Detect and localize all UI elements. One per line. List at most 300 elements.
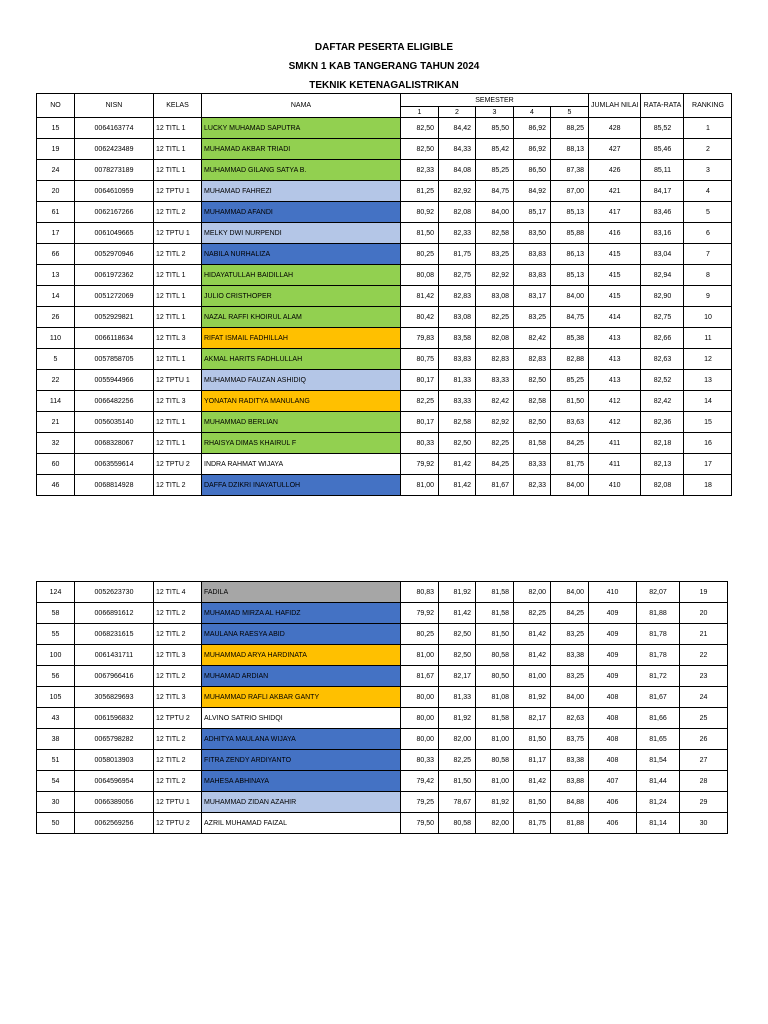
cell-kelas: 12 TITL 2 bbox=[154, 771, 202, 792]
cell-semester-1: 80,25 bbox=[401, 244, 439, 265]
cell-semester-1: 80,00 bbox=[401, 687, 439, 708]
cell-ranking: 22 bbox=[680, 645, 728, 666]
cell-semester-3: 82,92 bbox=[476, 412, 514, 433]
cell-rata-rata: 82,63 bbox=[641, 349, 684, 370]
cell-jumlah-nilai: 411 bbox=[589, 454, 641, 475]
cell-jumlah-nilai: 412 bbox=[589, 412, 641, 433]
cell-semester-3: 82,08 bbox=[476, 328, 514, 349]
col-header-rata: RATA-RATA bbox=[641, 94, 684, 118]
table-row bbox=[37, 370, 732, 391]
eligible-table-part-2 bbox=[36, 581, 728, 834]
cell-semester-3: 82,00 bbox=[476, 813, 514, 834]
cell-semester-1: 80,00 bbox=[401, 729, 439, 750]
cell-semester-2: 82,17 bbox=[439, 666, 476, 687]
cell-ranking: 25 bbox=[680, 708, 728, 729]
cell-ranking: 5 bbox=[684, 202, 732, 223]
cell-semester-4: 86,92 bbox=[514, 139, 551, 160]
cell-semester-5: 86,13 bbox=[551, 244, 589, 265]
cell-semester-5: 82,63 bbox=[551, 708, 589, 729]
table-row bbox=[37, 624, 728, 645]
cell-rata-rata: 82,13 bbox=[641, 454, 684, 475]
cell-semester-1: 81,50 bbox=[401, 223, 439, 244]
cell-nisn: 0066482256 bbox=[75, 391, 154, 412]
cell-kelas: 12 TITL 1 bbox=[154, 265, 202, 286]
cell-ranking: 18 bbox=[684, 475, 732, 496]
cell-nama: FADILA bbox=[202, 582, 401, 603]
cell-semester-5: 81,50 bbox=[551, 391, 589, 412]
col-header-s2: 2 bbox=[439, 107, 476, 118]
cell-kelas: 12 TITL 2 bbox=[154, 750, 202, 771]
cell-kelas: 12 TITL 3 bbox=[154, 687, 202, 708]
cell-ranking: 9 bbox=[684, 286, 732, 307]
cell-semester-3: 82,92 bbox=[476, 265, 514, 286]
cell-jumlah-nilai: 415 bbox=[589, 244, 641, 265]
cell-no: 22 bbox=[37, 370, 75, 391]
cell-no: 15 bbox=[37, 118, 75, 139]
cell-semester-2: 80,58 bbox=[439, 813, 476, 834]
cell-kelas: 12 TITL 3 bbox=[154, 391, 202, 412]
cell-no: 17 bbox=[37, 223, 75, 244]
cell-semester-5: 82,88 bbox=[551, 349, 589, 370]
cell-nama: MUHAMMAD ARYA HARDINATA bbox=[202, 645, 401, 666]
cell-nama: NABILA NURHALIZA bbox=[202, 244, 401, 265]
cell-no: 54 bbox=[37, 771, 75, 792]
table-row bbox=[37, 139, 732, 160]
cell-rata-rata: 82,52 bbox=[641, 370, 684, 391]
cell-semester-4: 82,50 bbox=[514, 412, 551, 433]
cell-semester-1: 81,00 bbox=[401, 645, 439, 666]
cell-rata-rata: 81,78 bbox=[637, 645, 680, 666]
cell-semester-3: 83,25 bbox=[476, 244, 514, 265]
cell-semester-2: 83,08 bbox=[439, 307, 476, 328]
table-row bbox=[37, 160, 732, 181]
table-row bbox=[37, 813, 728, 834]
cell-rata-rata: 85,11 bbox=[641, 160, 684, 181]
cell-jumlah-nilai: 409 bbox=[589, 603, 637, 624]
cell-semester-2: 78,67 bbox=[439, 792, 476, 813]
cell-semester-1: 82,25 bbox=[401, 391, 439, 412]
cell-nisn: 3056829693 bbox=[75, 687, 154, 708]
cell-semester-1: 82,33 bbox=[401, 160, 439, 181]
cell-semester-2: 83,83 bbox=[439, 349, 476, 370]
cell-semester-4: 82,83 bbox=[514, 349, 551, 370]
cell-semester-2: 82,50 bbox=[439, 624, 476, 645]
cell-rata-rata: 85,46 bbox=[641, 139, 684, 160]
cell-no: 51 bbox=[37, 750, 75, 771]
cell-ranking: 21 bbox=[680, 624, 728, 645]
cell-semester-5: 83,38 bbox=[551, 750, 589, 771]
cell-semester-5: 84,00 bbox=[551, 286, 589, 307]
cell-rata-rata: 81,66 bbox=[637, 708, 680, 729]
cell-no: 46 bbox=[37, 475, 75, 496]
cell-semester-4: 85,17 bbox=[514, 202, 551, 223]
col-header-no: NO bbox=[37, 94, 75, 118]
cell-semester-4: 83,83 bbox=[514, 244, 551, 265]
cell-semester-3: 80,50 bbox=[476, 666, 514, 687]
title-line-2: SMKN 1 KAB TANGERANG TAHUN 2024 bbox=[288, 61, 480, 72]
cell-jumlah-nilai: 409 bbox=[589, 645, 637, 666]
cell-semester-2: 82,75 bbox=[439, 265, 476, 286]
cell-nama: MUHAMAD MIRZA AL HAFIDZ bbox=[202, 603, 401, 624]
cell-nisn: 0068328067 bbox=[75, 433, 154, 454]
cell-jumlah-nilai: 413 bbox=[589, 349, 641, 370]
cell-semester-1: 79,92 bbox=[401, 603, 439, 624]
cell-nama: NAZAL RAFFI KHOIRUL ALAM bbox=[202, 307, 401, 328]
cell-kelas: 12 TPTU 1 bbox=[154, 181, 202, 202]
cell-kelas: 12 TITL 1 bbox=[154, 139, 202, 160]
cell-nama: MUHAMMAD BERLIAN bbox=[202, 412, 401, 433]
cell-semester-4: 82,50 bbox=[514, 370, 551, 391]
cell-kelas: 12 TITL 1 bbox=[154, 118, 202, 139]
table-row bbox=[37, 223, 732, 244]
cell-nisn: 0066891612 bbox=[75, 603, 154, 624]
cell-semester-2: 82,00 bbox=[439, 729, 476, 750]
cell-kelas: 12 TPTU 2 bbox=[154, 708, 202, 729]
table-row bbox=[37, 181, 732, 202]
cell-kelas: 12 TPTU 2 bbox=[154, 813, 202, 834]
cell-nama: FITRA ZENDY ARDIYANTO bbox=[202, 750, 401, 771]
cell-semester-2: 82,58 bbox=[439, 412, 476, 433]
cell-semester-2: 81,33 bbox=[439, 370, 476, 391]
cell-jumlah-nilai: 408 bbox=[589, 750, 637, 771]
cell-semester-4: 81,50 bbox=[514, 729, 551, 750]
cell-nisn: 0055944966 bbox=[75, 370, 154, 391]
cell-nisn: 0062423489 bbox=[75, 139, 154, 160]
cell-no: 13 bbox=[37, 265, 75, 286]
cell-ranking: 29 bbox=[680, 792, 728, 813]
col-header-s1: 1 bbox=[401, 107, 439, 118]
cell-ranking: 16 bbox=[684, 433, 732, 454]
cell-ranking: 12 bbox=[684, 349, 732, 370]
cell-ranking: 3 bbox=[684, 160, 732, 181]
cell-rata-rata: 82,18 bbox=[641, 433, 684, 454]
cell-semester-2: 82,08 bbox=[439, 202, 476, 223]
cell-jumlah-nilai: 421 bbox=[589, 181, 641, 202]
cell-semester-1: 80,08 bbox=[401, 265, 439, 286]
cell-no: 58 bbox=[37, 603, 75, 624]
cell-semester-3: 83,33 bbox=[476, 370, 514, 391]
cell-no: 38 bbox=[37, 729, 75, 750]
cell-rata-rata: 81,24 bbox=[637, 792, 680, 813]
cell-kelas: 12 TPTU 2 bbox=[154, 454, 202, 475]
cell-no: 20 bbox=[37, 181, 75, 202]
cell-semester-3: 85,42 bbox=[476, 139, 514, 160]
cell-jumlah-nilai: 427 bbox=[589, 139, 641, 160]
cell-rata-rata: 83,04 bbox=[641, 244, 684, 265]
table-row bbox=[37, 244, 732, 265]
cell-no: 55 bbox=[37, 624, 75, 645]
cell-nisn: 0061972362 bbox=[75, 265, 154, 286]
cell-kelas: 12 TITL 2 bbox=[154, 202, 202, 223]
cell-semester-1: 80,00 bbox=[401, 708, 439, 729]
cell-semester-1: 80,33 bbox=[401, 433, 439, 454]
cell-ranking: 17 bbox=[684, 454, 732, 475]
cell-kelas: 12 TPTU 1 bbox=[154, 792, 202, 813]
cell-semester-4: 82,42 bbox=[514, 328, 551, 349]
cell-jumlah-nilai: 408 bbox=[589, 687, 637, 708]
cell-jumlah-nilai: 413 bbox=[589, 370, 641, 391]
cell-nisn: 0064596954 bbox=[75, 771, 154, 792]
cell-nisn: 0078273189 bbox=[75, 160, 154, 181]
cell-semester-2: 84,33 bbox=[439, 139, 476, 160]
cell-nama: YONATAN RADITYA MANULANG bbox=[202, 391, 401, 412]
eligible-table-part-1 bbox=[36, 93, 732, 496]
cell-nama: AZRIL MUHAMAD FAIZAL bbox=[202, 813, 401, 834]
cell-nama: AKMAL HARITS FADHLULLAH bbox=[202, 349, 401, 370]
cell-semester-5: 85,25 bbox=[551, 370, 589, 391]
cell-semester-3: 81,92 bbox=[476, 792, 514, 813]
cell-nama: MAULANA RAESYA ABID bbox=[202, 624, 401, 645]
col-header-jumlah: JUMLAH NILAI bbox=[589, 94, 641, 118]
cell-semester-2: 81,92 bbox=[439, 582, 476, 603]
table-row bbox=[37, 118, 732, 139]
cell-ranking: 13 bbox=[684, 370, 732, 391]
table-row bbox=[37, 582, 728, 603]
cell-semester-4: 81,42 bbox=[514, 645, 551, 666]
cell-semester-5: 83,25 bbox=[551, 624, 589, 645]
table-row bbox=[37, 307, 732, 328]
col-header-nama: NAMA bbox=[202, 94, 401, 118]
cell-nisn: 0067966416 bbox=[75, 666, 154, 687]
cell-semester-3: 82,83 bbox=[476, 349, 514, 370]
cell-semester-2: 81,42 bbox=[439, 475, 476, 496]
cell-semester-3: 82,42 bbox=[476, 391, 514, 412]
cell-semester-5: 83,38 bbox=[551, 645, 589, 666]
cell-semester-1: 81,25 bbox=[401, 181, 439, 202]
cell-semester-4: 82,00 bbox=[514, 582, 551, 603]
cell-semester-4: 83,17 bbox=[514, 286, 551, 307]
cell-semester-5: 83,63 bbox=[551, 412, 589, 433]
cell-rata-rata: 82,08 bbox=[641, 475, 684, 496]
cell-nisn: 0064610959 bbox=[75, 181, 154, 202]
col-header-nisn: NISN bbox=[75, 94, 154, 118]
cell-jumlah-nilai: 408 bbox=[589, 708, 637, 729]
cell-nisn: 0052623730 bbox=[75, 582, 154, 603]
table-row bbox=[37, 771, 728, 792]
cell-no: 21 bbox=[37, 412, 75, 433]
cell-nama: MUHAMAD AKBAR TRIADI bbox=[202, 139, 401, 160]
cell-rata-rata: 82,36 bbox=[641, 412, 684, 433]
cell-kelas: 12 TITL 2 bbox=[154, 729, 202, 750]
cell-jumlah-nilai: 415 bbox=[589, 286, 641, 307]
cell-rata-rata: 82,75 bbox=[641, 307, 684, 328]
cell-semester-3: 81,08 bbox=[476, 687, 514, 708]
cell-ranking: 15 bbox=[684, 412, 732, 433]
cell-nama: MUHAMMAD RAFLI AKBAR GANTY bbox=[202, 687, 401, 708]
col-header-kelas: KELAS bbox=[154, 94, 202, 118]
cell-ranking: 20 bbox=[680, 603, 728, 624]
cell-nisn: 0068231615 bbox=[75, 624, 154, 645]
table-row bbox=[37, 328, 732, 349]
cell-no: 5 bbox=[37, 349, 75, 370]
cell-semester-2: 82,83 bbox=[439, 286, 476, 307]
cell-rata-rata: 81,72 bbox=[637, 666, 680, 687]
cell-semester-5: 81,75 bbox=[551, 454, 589, 475]
cell-semester-2: 81,92 bbox=[439, 708, 476, 729]
cell-ranking: 1 bbox=[684, 118, 732, 139]
cell-nama: MUHAMMAD AFANDI bbox=[202, 202, 401, 223]
cell-kelas: 12 TITL 1 bbox=[154, 412, 202, 433]
cell-rata-rata: 82,07 bbox=[637, 582, 680, 603]
cell-ranking: 23 bbox=[680, 666, 728, 687]
cell-jumlah-nilai: 428 bbox=[589, 118, 641, 139]
cell-semester-3: 84,75 bbox=[476, 181, 514, 202]
cell-semester-4: 81,17 bbox=[514, 750, 551, 771]
cell-semester-5: 85,13 bbox=[551, 265, 589, 286]
cell-rata-rata: 81,88 bbox=[637, 603, 680, 624]
cell-kelas: 12 TITL 4 bbox=[154, 582, 202, 603]
cell-semester-5: 83,88 bbox=[551, 771, 589, 792]
cell-semester-4: 82,17 bbox=[514, 708, 551, 729]
cell-semester-3: 82,58 bbox=[476, 223, 514, 244]
cell-ranking: 30 bbox=[680, 813, 728, 834]
cell-semester-5: 84,00 bbox=[551, 582, 589, 603]
cell-semester-5: 88,13 bbox=[551, 139, 589, 160]
cell-semester-2: 83,58 bbox=[439, 328, 476, 349]
cell-ranking: 7 bbox=[684, 244, 732, 265]
cell-semester-2: 81,42 bbox=[439, 603, 476, 624]
document-header bbox=[0, 38, 768, 95]
cell-jumlah-nilai: 406 bbox=[589, 792, 637, 813]
cell-semester-3: 83,08 bbox=[476, 286, 514, 307]
cell-semester-5: 84,75 bbox=[551, 307, 589, 328]
cell-nama: MUHAMMAD ZIDAN AZAHIR bbox=[202, 792, 401, 813]
cell-nisn: 0052929821 bbox=[75, 307, 154, 328]
table-row bbox=[37, 750, 728, 771]
cell-semester-5: 84,00 bbox=[551, 475, 589, 496]
cell-nama: MUHAMMAD GILANG SATYA B. bbox=[202, 160, 401, 181]
cell-semester-5: 87,38 bbox=[551, 160, 589, 181]
cell-semester-3: 81,50 bbox=[476, 624, 514, 645]
cell-kelas: 12 TITL 3 bbox=[154, 328, 202, 349]
cell-semester-4: 84,92 bbox=[514, 181, 551, 202]
cell-semester-5: 85,13 bbox=[551, 202, 589, 223]
cell-semester-5: 83,25 bbox=[551, 666, 589, 687]
col-header-s3: 3 bbox=[476, 107, 514, 118]
cell-jumlah-nilai: 409 bbox=[589, 666, 637, 687]
cell-rata-rata: 82,66 bbox=[641, 328, 684, 349]
cell-semester-4: 81,00 bbox=[514, 666, 551, 687]
cell-no: 30 bbox=[37, 792, 75, 813]
cell-semester-3: 81,58 bbox=[476, 582, 514, 603]
cell-semester-4: 86,50 bbox=[514, 160, 551, 181]
cell-nama: MAHESA ABHINAYA bbox=[202, 771, 401, 792]
cell-no: 14 bbox=[37, 286, 75, 307]
cell-semester-4: 81,75 bbox=[514, 813, 551, 834]
table-row bbox=[37, 708, 728, 729]
cell-no: 110 bbox=[37, 328, 75, 349]
cell-semester-3: 81,00 bbox=[476, 771, 514, 792]
cell-jumlah-nilai: 410 bbox=[589, 582, 637, 603]
cell-ranking: 26 bbox=[680, 729, 728, 750]
table-row bbox=[37, 475, 732, 496]
cell-semester-3: 81,00 bbox=[476, 729, 514, 750]
table-row bbox=[37, 645, 728, 666]
table-row bbox=[37, 792, 728, 813]
cell-jumlah-nilai: 426 bbox=[589, 160, 641, 181]
cell-nama: RHAISYA DIMAS KHAIRUL F bbox=[202, 433, 401, 454]
cell-semester-4: 83,33 bbox=[514, 454, 551, 475]
cell-semester-1: 79,42 bbox=[401, 771, 439, 792]
cell-semester-3: 84,25 bbox=[476, 454, 514, 475]
cell-semester-1: 80,33 bbox=[401, 750, 439, 771]
table-row bbox=[37, 729, 728, 750]
cell-kelas: 12 TITL 2 bbox=[154, 475, 202, 496]
cell-nama: RIFAT ISMAIL FADHILLAH bbox=[202, 328, 401, 349]
cell-semester-5: 84,25 bbox=[551, 603, 589, 624]
cell-semester-1: 80,42 bbox=[401, 307, 439, 328]
cell-semester-1: 79,83 bbox=[401, 328, 439, 349]
table-row bbox=[37, 286, 732, 307]
cell-no: 114 bbox=[37, 391, 75, 412]
cell-rata-rata: 82,42 bbox=[641, 391, 684, 412]
cell-rata-rata: 81,65 bbox=[637, 729, 680, 750]
cell-semester-5: 84,88 bbox=[551, 792, 589, 813]
cell-semester-5: 84,00 bbox=[551, 687, 589, 708]
cell-semester-1: 80,25 bbox=[401, 624, 439, 645]
cell-semester-1: 80,17 bbox=[401, 370, 439, 391]
cell-no: 100 bbox=[37, 645, 75, 666]
cell-jumlah-nilai: 406 bbox=[589, 813, 637, 834]
cell-rata-rata: 81,54 bbox=[637, 750, 680, 771]
cell-kelas: 12 TITL 1 bbox=[154, 286, 202, 307]
cell-no: 26 bbox=[37, 307, 75, 328]
cell-kelas: 12 TITL 2 bbox=[154, 244, 202, 265]
cell-semester-3: 85,50 bbox=[476, 118, 514, 139]
cell-no: 124 bbox=[37, 582, 75, 603]
cell-ranking: 11 bbox=[684, 328, 732, 349]
cell-no: 61 bbox=[37, 202, 75, 223]
cell-nisn: 0064163774 bbox=[75, 118, 154, 139]
col-header-s5: 5 bbox=[551, 107, 589, 118]
cell-kelas: 12 TITL 3 bbox=[154, 645, 202, 666]
cell-semester-4: 81,42 bbox=[514, 624, 551, 645]
cell-semester-5: 85,88 bbox=[551, 223, 589, 244]
table-row bbox=[37, 454, 732, 475]
cell-jumlah-nilai: 407 bbox=[589, 771, 637, 792]
cell-semester-5: 85,38 bbox=[551, 328, 589, 349]
title-line-1: DAFTAR PESERTA ELIGIBLE bbox=[314, 42, 454, 53]
cell-no: 66 bbox=[37, 244, 75, 265]
cell-rata-rata: 82,90 bbox=[641, 286, 684, 307]
cell-ranking: 28 bbox=[680, 771, 728, 792]
cell-nisn: 0057858705 bbox=[75, 349, 154, 370]
cell-semester-2: 82,25 bbox=[439, 750, 476, 771]
cell-rata-rata: 83,16 bbox=[641, 223, 684, 244]
cell-semester-1: 81,42 bbox=[401, 286, 439, 307]
cell-nisn: 0066389056 bbox=[75, 792, 154, 813]
cell-nisn: 0061431711 bbox=[75, 645, 154, 666]
cell-semester-1: 81,00 bbox=[401, 475, 439, 496]
cell-semester-2: 81,42 bbox=[439, 454, 476, 475]
cell-jumlah-nilai: 408 bbox=[589, 729, 637, 750]
cell-nisn: 0065798282 bbox=[75, 729, 154, 750]
cell-ranking: 10 bbox=[684, 307, 732, 328]
cell-no: 56 bbox=[37, 666, 75, 687]
cell-ranking: 14 bbox=[684, 391, 732, 412]
cell-semester-4: 86,92 bbox=[514, 118, 551, 139]
cell-nisn: 0061596832 bbox=[75, 708, 154, 729]
cell-semester-2: 82,92 bbox=[439, 181, 476, 202]
cell-jumlah-nilai: 409 bbox=[589, 624, 637, 645]
cell-no: 50 bbox=[37, 813, 75, 834]
cell-semester-1: 80,75 bbox=[401, 349, 439, 370]
cell-nisn: 0061049665 bbox=[75, 223, 154, 244]
cell-kelas: 12 TITL 1 bbox=[154, 433, 202, 454]
cell-nisn: 0062167266 bbox=[75, 202, 154, 223]
cell-nama: INDRA RAHMAT WIJAYA bbox=[202, 454, 401, 475]
cell-semester-3: 81,67 bbox=[476, 475, 514, 496]
